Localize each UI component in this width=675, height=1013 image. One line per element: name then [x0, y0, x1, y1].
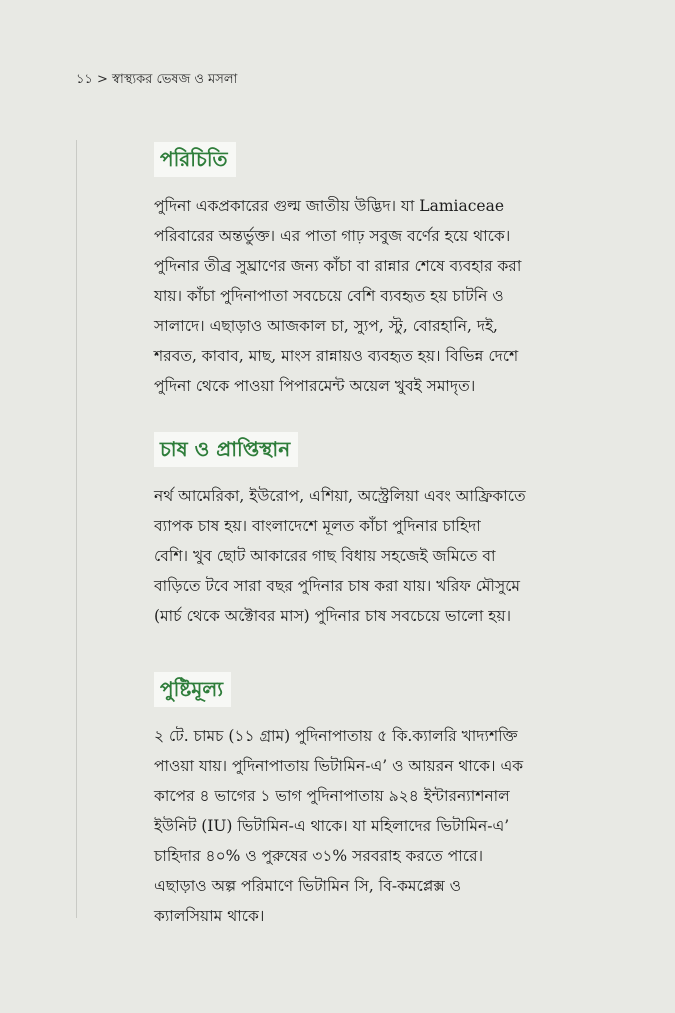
paragraph-line: ব্যাপক চাষ হয়। বাংলাদেশে মূলত কাঁচা পুদিনার চাহিদা	[154, 517, 481, 535]
paragraph-line: পুদিনা থেকে পাওয়া পিপারমেন্ট অয়েল খুবই সমাদৃত।	[154, 377, 476, 395]
paragraph-line: এছাড়াও অল্প পরিমাণে ভিটামিন সি, বি-কমপ্লেক্স ও	[154, 877, 462, 895]
section-heading: পরিচিতি	[154, 142, 236, 177]
paragraph-line: (মার্চ থেকে অক্টোবর মাস) পুদিনার চাষ সবচেয়ে ভালো হয়।	[154, 607, 512, 625]
section-nutrition	[154, 672, 599, 931]
paragraph-line: বাড়িতে টবে সারা বছর পুদিনার চাষ করা যায়। খরিফ মৌসুমে	[154, 577, 521, 595]
paragraph-line: শরবত, কাবাব, মাছ, মাংস রান্নায়ও ব্যবহৃত হয়। বিভিন্ন দেশে	[154, 347, 519, 365]
paragraph-line: পরিবারের অন্তর্ভুক্ত। এর পাতা গাঢ় সবুজ বর্ণের হয়ে থাকে।	[154, 227, 511, 245]
section-cultivation	[154, 432, 599, 631]
section-paragraph	[154, 191, 599, 401]
paragraph-line: ২ টে. চামচ (১১ গ্রাম) পুদিনাপাতায় ৫ কি.ক্যালরি খাদ্যশক্তি	[154, 727, 518, 745]
paragraph-line: যায়। কাঁচা পুদিনাপাতা সবচেয়ে বেশি ব্যবহৃত হয় চাটনি ও	[154, 287, 504, 305]
section-paragraph	[154, 481, 599, 631]
paragraph-line: সালাদে। এছাড়াও আজকাল চা, স্যুপ, স্টু, বোরহানি, দই,	[154, 317, 498, 335]
paragraph-line: বেশি। খুব ছোট আকারের গাছ বিধায় সহজেই জমিতে বা	[154, 547, 496, 565]
paragraph-line: পাওয়া যায়। পুদিনাপাতায় ভিটামিন-এ’ ও আয়রন থাকে। এক	[154, 757, 524, 775]
section-paragraph	[154, 721, 599, 931]
section-heading: পুষ্টিমূল্য	[154, 672, 231, 707]
section-heading: চাষ ও প্রাপ্তিস্থান	[154, 432, 298, 467]
margin-rule	[76, 140, 77, 918]
paragraph-line: চাহিদার ৪০% ও পুরুষের ৩১% সরবরাহ করতে পারে।	[154, 847, 484, 865]
paragraph-line: ইউনিট (IU) ভিটামিন-এ থাকে। যা মহিলাদের ভিটামিন-এ’	[154, 817, 510, 835]
paragraph-line: নর্থ আমেরিকা, ইউরোপ, এশিয়া, অস্ট্রেলিয়া এবং আফ্রিকাতে	[154, 487, 526, 505]
section-introduction	[154, 142, 599, 401]
paragraph-line: ক্যালসিয়াম থাকে।	[154, 907, 265, 925]
running-header: ১১ > স্বাস্থ্যকর ভেষজ ও মসলা	[76, 72, 238, 87]
paragraph-line: কাপের ৪ ভাগের ১ ভাগ পুদিনাপাতায় ৯২৪ ইন্টারন্যাশনাল	[154, 787, 510, 805]
paragraph-line: পুদিনা একপ্রকারের গুল্ম জাতীয় উদ্ভিদ। যা Lamiaceae	[154, 197, 504, 215]
paragraph-line: পুদিনার তীব্র সুঘ্রাণের জন্য কাঁচা বা রান্নার শেষে ব্যবহার করা	[154, 257, 522, 275]
